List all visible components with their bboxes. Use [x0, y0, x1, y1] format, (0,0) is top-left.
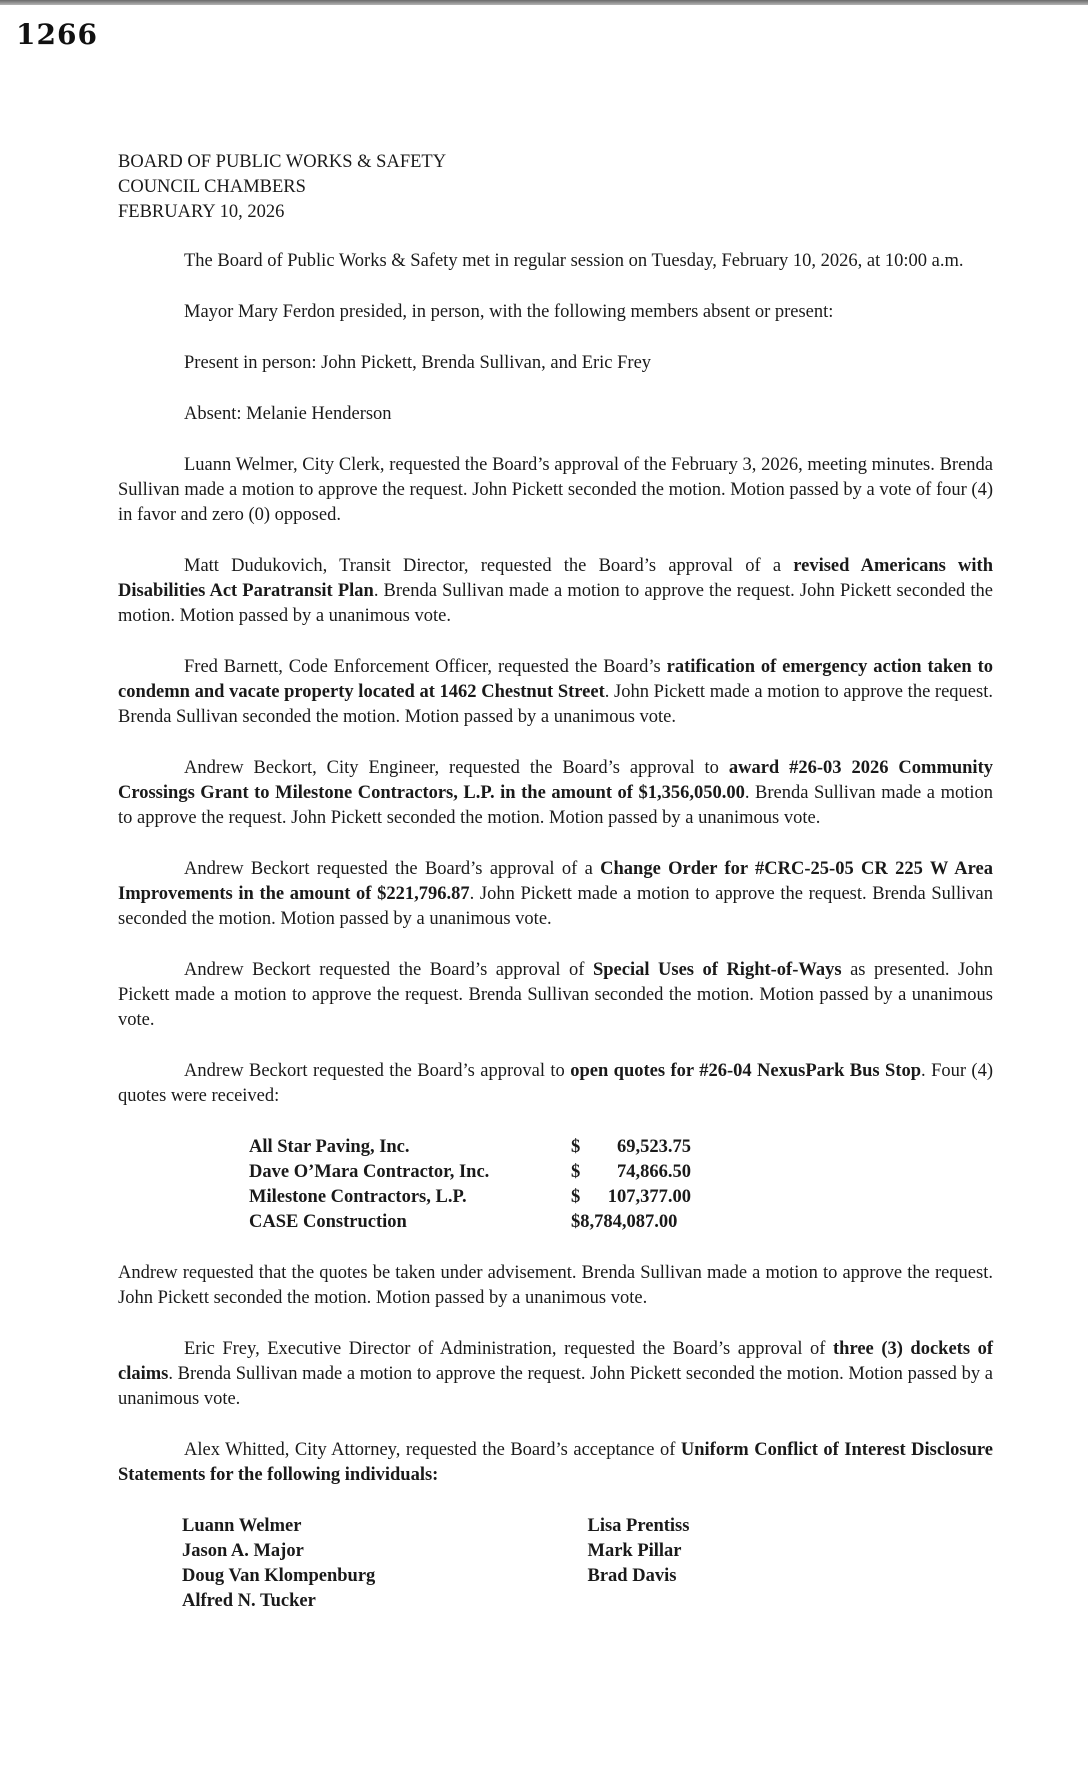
quote-dollar-sign: $ [571, 1187, 581, 1207]
individual-name: Luann Welmer [182, 1516, 302, 1536]
minutes-body [118, 150, 993, 1614]
individual-name: Mark Pillar [587, 1541, 682, 1561]
individual-name: Lisa Prentiss [587, 1516, 690, 1536]
quotes-table [249, 1135, 691, 1235]
paragraph-grant-award: Andrew Beckort, City Engineer, requested the Board’s approval to award #26-03 2026 Community Crossings Grant to Milestone Contractors, L.P. in the amount of $1,356,050.00. Brenda Sullivan made a motion to approve the request. John Pickett seconded the motion. Motion passed by a unanimous vote. [118, 758, 993, 828]
quote-amount: 74,866.50 [617, 1162, 691, 1182]
paragraph-condemnation: Fred Barnett, Code Enforcement Officer, requested the Board’s ratification of emergency action taken to condemn and vacate property located at 1462 Chestnut Street. John Pickett made a motion to approve the request. Brenda Sullivan seconded the motion. Motion passed by a unanimous vote. [118, 657, 993, 727]
page-top-rule [0, 0, 1088, 5]
quote-row [249, 1160, 691, 1185]
quote-amount: $8,784,087.00 [571, 1212, 678, 1232]
page-number: 1266 [16, 18, 98, 51]
quote-row [249, 1210, 691, 1235]
paragraph-change-order: Andrew Beckort requested the Board’s approval of a Change Order for #CRC-25-05 CR 225 W Area Improvements in the amount of $221,796.87. John Pickett made a motion to approve the request. Brenda Sullivan seconded the motion. Motion passed by a unanimous vote. [118, 859, 993, 929]
header-location: COUNCIL CHAMBERS [118, 177, 306, 197]
paragraph-presiding: Mayor Mary Ferdon presided, in person, with the following members absent or present: [184, 302, 834, 322]
paragraph-open-quotes: Andrew Beckort requested the Board’s approval to open quotes for #26-04 NexusPark Bus Stop. Four (4) quotes were received: [118, 1061, 994, 1106]
quote-vendor: Milestone Contractors, L.P. [249, 1187, 467, 1207]
quote-dollar-sign: $ [571, 1137, 581, 1157]
individual-name: Jason A. Major [182, 1541, 304, 1561]
individual-name: Alfred N. Tucker [182, 1591, 316, 1611]
quote-dollar-sign: $ [571, 1162, 581, 1182]
paragraph-disclosure: Alex Whitted, City Attorney, requested the Board’s acceptance of Uniform Conflict of Interest Disclosure Statements for the following individuals: [118, 1440, 993, 1485]
quote-vendor: All Star Paving, Inc. [249, 1137, 410, 1157]
paragraph-present: Present in person: John Pickett, Brenda Sullivan, and Eric Frey [184, 353, 652, 373]
paragraph-minutes-approval: Luann Welmer, City Clerk, requested the Board’s approval of the February 3, 2026, meeting minutes. Brenda Sullivan made a motion to approve the request. John Pickett seconded the motion. Motion passed by a vote of four (4) in favor and zero (0) opposed. [118, 455, 993, 525]
header-date: FEBRUARY 10, 2026 [118, 202, 285, 222]
paragraph-advisement: Andrew requested that the quotes be taken under advisement. Brenda Sullivan made a motion to approve the request. John Pickett seconded the motion. Motion passed by a unanimous vote. [118, 1263, 993, 1308]
paragraph-absent: Absent: Melanie Henderson [184, 404, 392, 424]
quote-row [249, 1135, 691, 1160]
quote-row [249, 1185, 691, 1210]
header-board-name: BOARD OF PUBLIC WORKS & SAFETY [118, 152, 447, 172]
quote-amount: 107,377.00 [607, 1187, 691, 1207]
paragraph-claims: Eric Frey, Executive Director of Administration, requested the Board’s approval of three (3) dockets of claims. Brenda Sullivan made a motion to approve the request. John Pickett seconded the motion. Motion passed by a unanimous vote. [118, 1339, 994, 1409]
quote-amount: 69,523.75 [617, 1137, 691, 1157]
individuals-list [182, 1514, 993, 1614]
paragraph-right-of-ways: Andrew Beckort requested the Board’s approval of Special Uses of Right-of-Ways as presented. John Pickett made a motion to approve the request. Brenda Sullivan seconded the motion. Motion passed by a unanimous vote. [118, 960, 993, 1030]
individual-name: Brad Davis [587, 1566, 677, 1586]
individual-name: Doug Van Klompenburg [182, 1566, 376, 1586]
document-header [118, 150, 993, 225]
paragraph-paratransit: Matt Dudukovich, Transit Director, requested the Board’s approval of a revised Americans with Disabilities Act Paratransit Plan. Brenda Sullivan made a motion to approve the request. John Pickett seconded the motion. Motion passed by a unanimous vote. [118, 556, 994, 626]
individuals-column-right [588, 1514, 994, 1614]
paragraph-session: The Board of Public Works & Safety met in regular session on Tuesday, February 10, 2026, at 10:00 a.m. [184, 251, 964, 271]
individuals-column-left [182, 1514, 588, 1614]
quote-vendor: CASE Construction [249, 1212, 407, 1232]
quote-vendor: Dave O’Mara Contractor, Inc. [249, 1162, 490, 1182]
